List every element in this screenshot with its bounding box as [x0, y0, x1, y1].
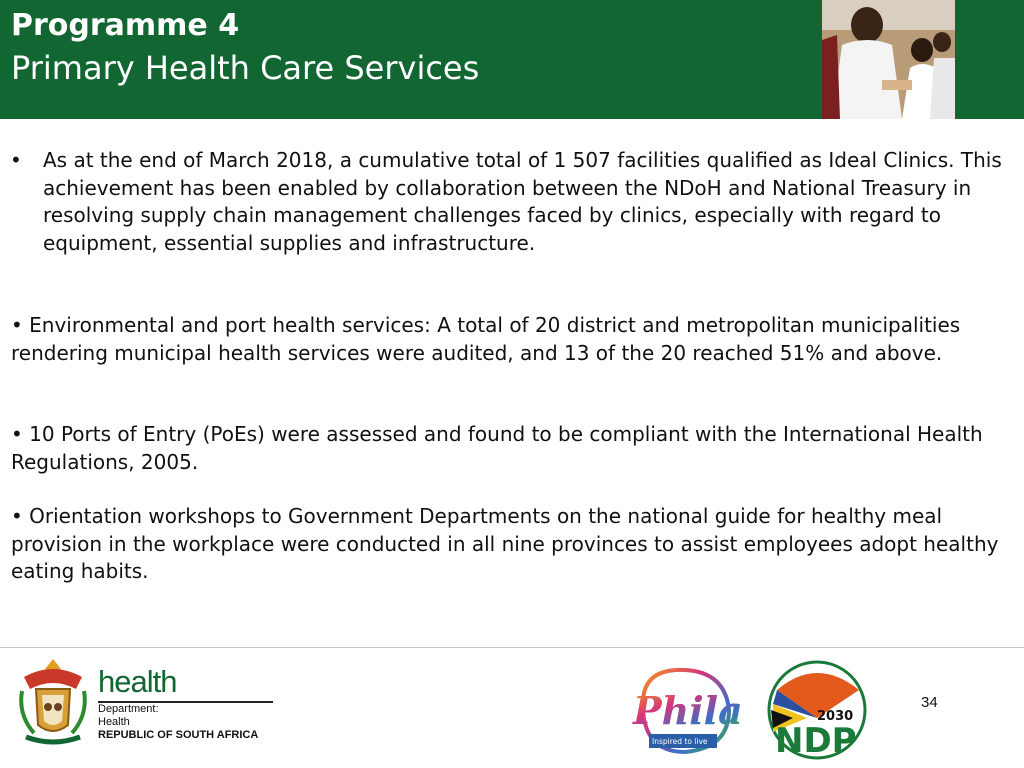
paragraph-ports-of-entry: • 10 Ports of Entry (PoEs) were assessed and found to be compliant with the International Health Regulations, 2005.	[11, 422, 983, 474]
dept-name: Health	[98, 716, 130, 728]
coat-of-arms-logo	[16, 655, 90, 749]
department-logo	[98, 665, 278, 755]
phila-wordmark: Phila	[633, 688, 743, 733]
ndp-wordmark: NDP	[775, 721, 857, 760]
paragraph-ideal-clinics: As at the end of March 2018, a cumulative total of 1 507 facilities qualified as Ideal Clinics. This achievement has been enabled by collaboration between the NDoH and National Treasury in resolving supply chain management challenges faced by clinics, especially with regard to equipment, essential supplies and infrastructure.	[43, 148, 1002, 255]
slide-title: Programme 4	[11, 8, 240, 43]
health-brand: health	[98, 664, 177, 699]
bullet-marker: •	[10, 148, 22, 172]
dept-label: Department:	[98, 703, 159, 715]
paragraph-environmental-health: • Environmental and port health services: A total of 20 district and metropolitan municipalities rendering municipal health services were audited, and 13 of the 20 reached 51% and above.	[11, 313, 961, 365]
page-number: 34	[921, 694, 938, 711]
phila-logo	[625, 660, 745, 760]
ndp-2030-logo	[763, 660, 871, 760]
slide-subtitle: Primary Health Care Services	[11, 49, 480, 87]
ndp-year: 2030	[817, 709, 854, 724]
phila-tagline: Inspired to live	[652, 737, 708, 746]
footer-divider	[0, 647, 1024, 648]
paragraph-orientation-workshops: • Orientation workshops to Government Departments on the national guide for healthy meal provision in the workplace were conducted in all nine provinces to assist employees adopt healthy eating habits.	[11, 504, 999, 583]
dept-country: REPUBLIC OF SOUTH AFRICA	[98, 729, 259, 741]
